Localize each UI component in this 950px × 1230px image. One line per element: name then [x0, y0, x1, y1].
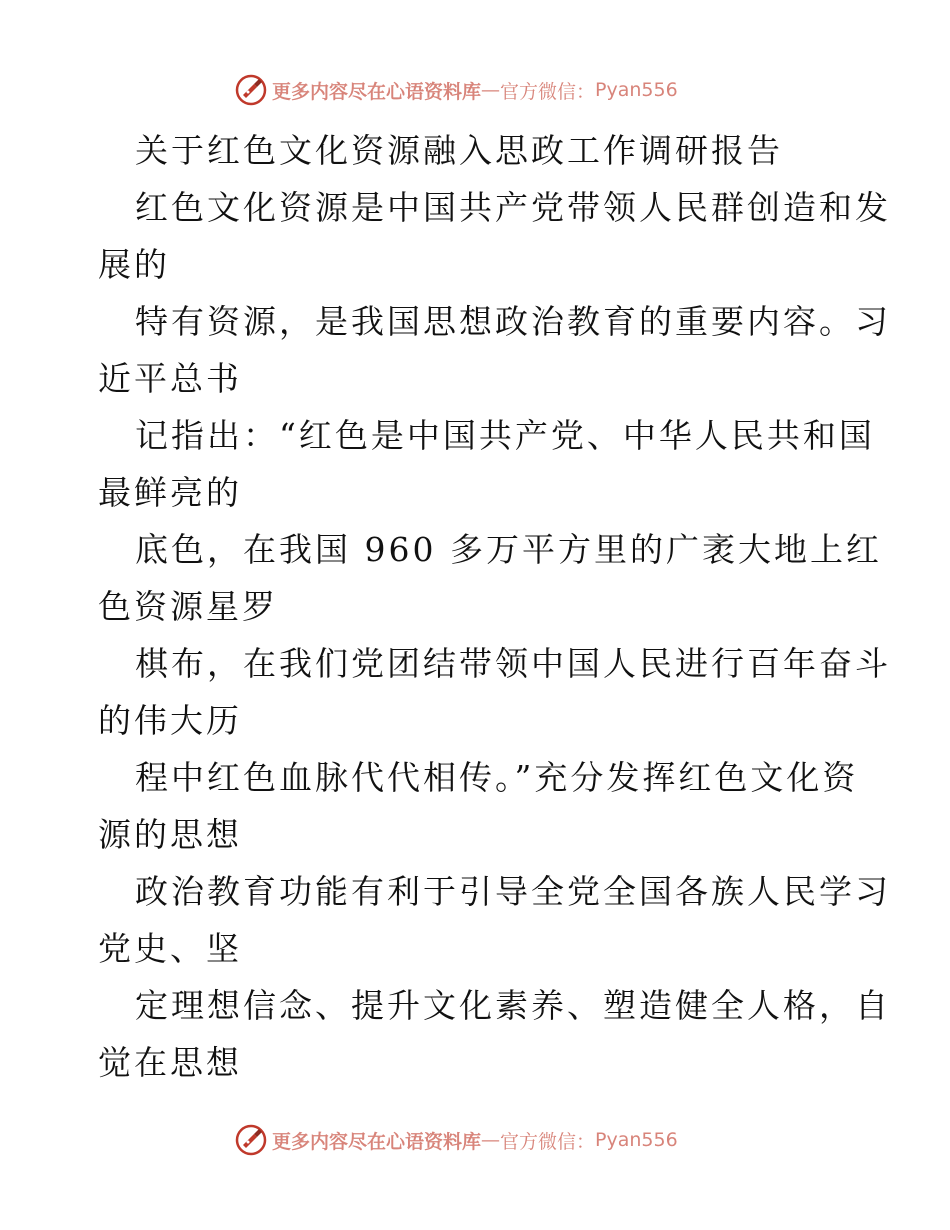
text-line: 党史、坚 [98, 929, 242, 968]
footer-banner [234, 1120, 678, 1160]
document-body [98, 122, 891, 1091]
text-line: 色资源星罗 [98, 587, 278, 626]
header-separator: — [481, 79, 501, 101]
header-banner [234, 70, 678, 110]
header-brand-text: 更多内容尽在心语资料库 [272, 80, 482, 103]
document-title: 关于红色文化资源融入思政工作调研报告 [135, 131, 783, 170]
footer-separator: — [481, 1129, 501, 1151]
text-line: 最鲜亮的 [98, 473, 242, 512]
footer-wechat-account: Pyan556 [595, 1129, 678, 1151]
pen-logo-icon [234, 73, 268, 107]
text-line: 程中红色血脉代代相传。”充分发挥红色文化资 [135, 758, 859, 797]
text-line: 红色文化资源是中国共产党带领人民群创造和发 [135, 188, 891, 227]
text-line: 底色，在我国 960 多万平方里的广袤大地上红 [135, 530, 882, 569]
footer-wechat-label: 官方微信： [500, 1130, 596, 1153]
text-line: 源的思想 [98, 815, 242, 854]
text-line: 的伟大历 [98, 701, 242, 740]
text-line: 近平总书 [98, 359, 242, 398]
header-wechat-account: Pyan556 [595, 79, 678, 101]
text-line: 棋布，在我们党团结带领中国人民进行百年奋斗 [135, 644, 891, 683]
text-line: 定理想信念、提升文化素养、塑造健全人格，自 [135, 986, 891, 1025]
text-line: 展的 [98, 245, 170, 284]
text-line: 觉在思想 [98, 1043, 242, 1082]
text-line: 特有资源，是我国思想政治教育的重要内容。习 [135, 302, 891, 341]
header-wechat-label: 官方微信： [500, 80, 596, 103]
text-line: 政治教育功能有利于引导全党全国各族人民学习 [135, 872, 891, 911]
pen-logo-icon [234, 1123, 268, 1157]
footer-brand-text: 更多内容尽在心语资料库 [272, 1130, 482, 1153]
text-line: 记指出：“红色是中国共产党、中华人民共和国 [135, 416, 875, 455]
